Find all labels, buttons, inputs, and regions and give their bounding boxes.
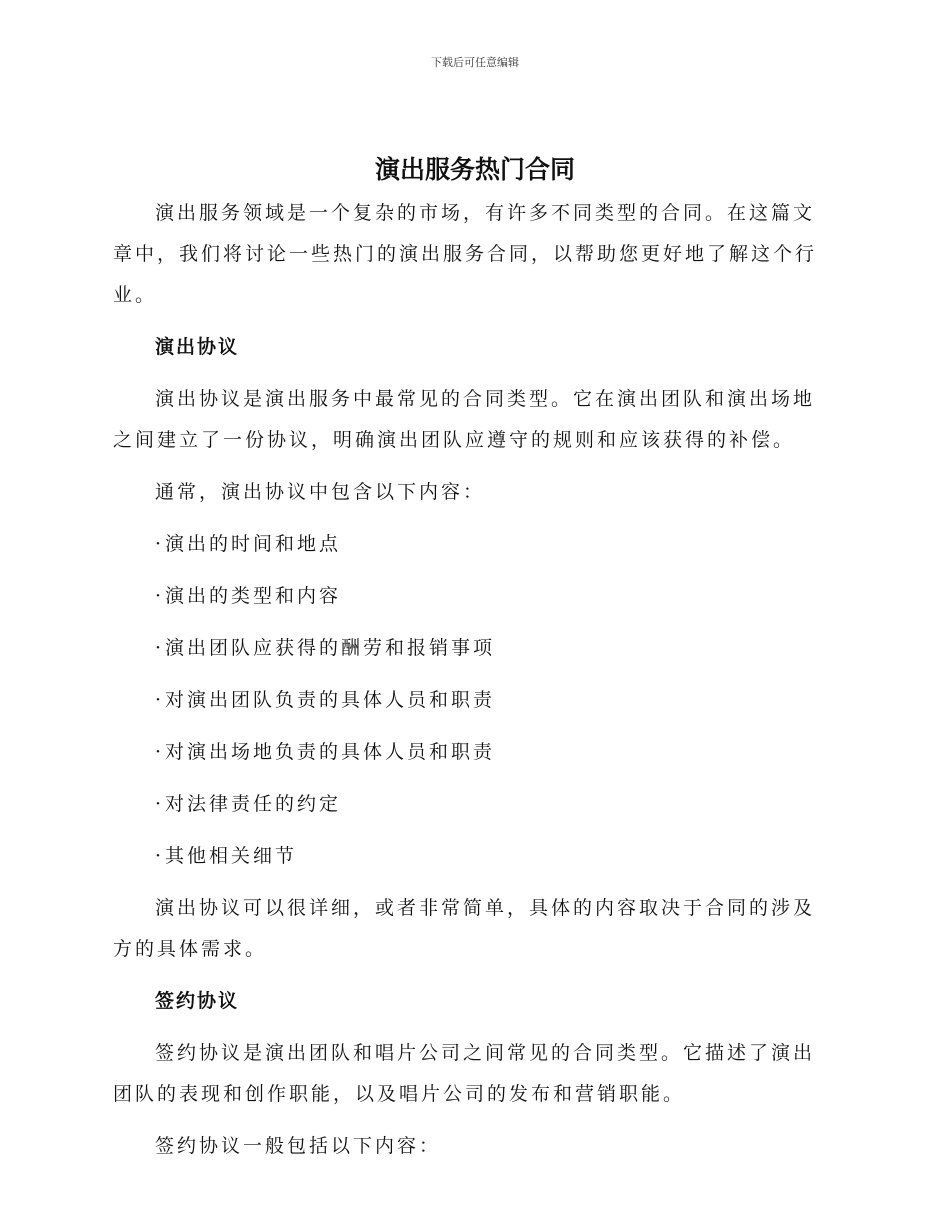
list-item <box>155 576 835 617</box>
bullet-marker: · <box>155 793 162 815</box>
section-heading-performance-agreement: 演出协议 <box>155 336 240 358</box>
bullet-marker: · <box>155 533 162 555</box>
list-item <box>155 836 835 877</box>
document-body <box>113 193 835 1178</box>
paragraph-detail-level: 演出协议可以很详细，或者非常简单，具体的内容取决于合同的涉及方的具体需求。 <box>113 897 816 960</box>
list-item-text: 演出团队应获得的酬劳和报销事项 <box>165 637 496 659</box>
list-item <box>155 680 835 721</box>
bullet-marker: · <box>155 585 162 607</box>
list-item-text: 演出的时间和地点 <box>165 533 342 555</box>
list-item-text: 演出的类型和内容 <box>165 585 342 607</box>
document-title: 演出服务热门合同 <box>374 155 575 184</box>
paragraph-signing-contents-intro: 签约协议一般包括以下内容： <box>155 1135 442 1157</box>
list-item <box>155 628 835 669</box>
bullet-marker: · <box>155 689 162 711</box>
list-item <box>155 732 835 773</box>
paragraph-performance-agreement: 演出协议是演出服务中最常见的合同类型。它在演出团队和演出场地之间建立了一份协议，明确演出团队应遵守的规则和应该获得的补偿。 <box>113 388 816 451</box>
bullet-marker: · <box>155 845 162 867</box>
list-item-text: 对演出场地负责的具体人员和职责 <box>165 741 496 763</box>
bullet-marker: · <box>155 741 162 763</box>
section-heading-signing-agreement: 签约协议 <box>155 990 240 1012</box>
paragraph-contents-intro: 通常，演出协议中包含以下内容： <box>155 481 486 503</box>
paragraph-signing-agreement: 签约协议是演出团队和唱片公司之间常见的合同类型。它描述了演出团队的表现和创作职能，以及唱片公司的发布和营销职能。 <box>113 1042 816 1105</box>
list-item-text: 对法律责任的约定 <box>165 793 342 815</box>
list-item <box>155 784 835 825</box>
intro-paragraph: 演出服务领域是一个复杂的市场，有许多不同类型的合同。在这篇文章中，我们将讨论一些热门的演出服务合同，以帮助您更好地了解这个行业。 <box>113 202 818 306</box>
list-item-text: 对演出团队负责的具体人员和职责 <box>165 689 496 711</box>
bullet-marker: · <box>155 637 162 659</box>
list-item <box>155 524 835 565</box>
list-item-text: 其他相关细节 <box>165 845 298 867</box>
header-note: 下载后可任意编辑 <box>431 56 519 69</box>
